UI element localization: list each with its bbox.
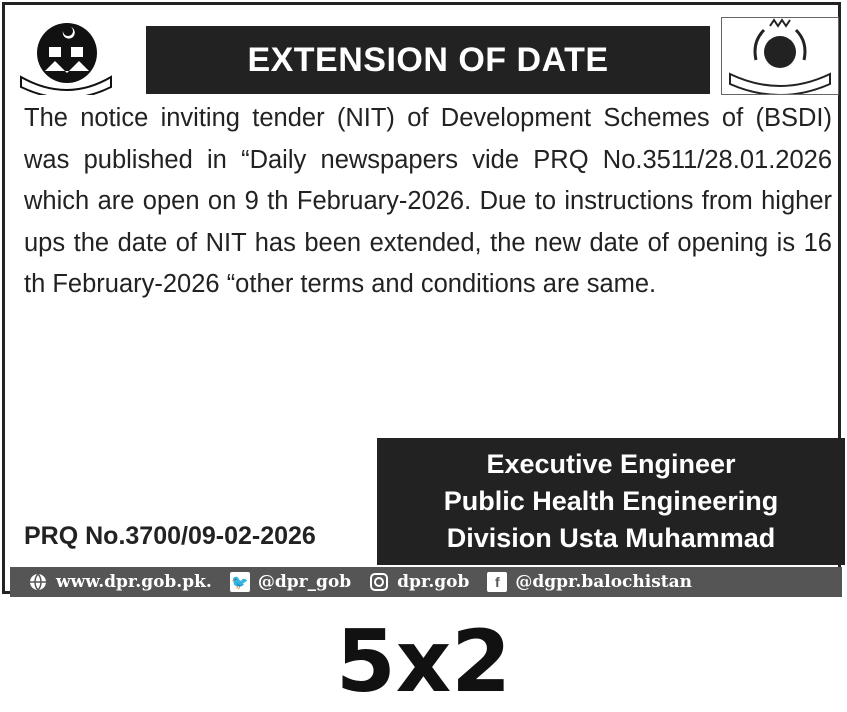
footer-twitter-handle[interactable]: @dpr_gob (257, 572, 352, 592)
facebook-icon: f (487, 572, 507, 592)
footer-website-link[interactable]: www.dpr.gob.pk. (56, 572, 212, 592)
footer-facebook-handle[interactable]: @dgpr.balochistan (515, 572, 693, 592)
prq-number: PRQ No.3700/09-02-2026 (24, 522, 316, 550)
signature-division: Division Usta Muhammad (446, 523, 776, 553)
signature-block (377, 438, 845, 565)
signature-department: Public Health Engineering (443, 486, 779, 516)
footer-instagram-handle[interactable]: dpr.gob (397, 572, 470, 592)
dgpr-emblem-icon (721, 17, 839, 95)
twitter-icon: 🐦 (230, 572, 250, 592)
notice-body: The notice inviting tender (NIT) of Development Schemes of (BSDI) was published in “Daily newspapers vide PRQ No.3511/28.01.2026 which are open on 9 th February-2026. Due to instructions from higher ups the date of NIT has been extended, the new date of opening is 16 th February-2026 “other terms and conditions are same. (24, 104, 832, 298)
advertisement-frame (2, 2, 841, 594)
balochistan-government-emblem-icon (15, 17, 115, 95)
title-bar (146, 26, 710, 94)
signature-designation: Executive Engineer (486, 449, 736, 479)
page-title: EXTENSION OF DATE (247, 40, 609, 79)
instagram-icon (369, 572, 389, 592)
globe-icon (28, 572, 48, 592)
ad-size-label: 5x2 (335, 612, 512, 712)
footer-social-bar (10, 567, 842, 597)
